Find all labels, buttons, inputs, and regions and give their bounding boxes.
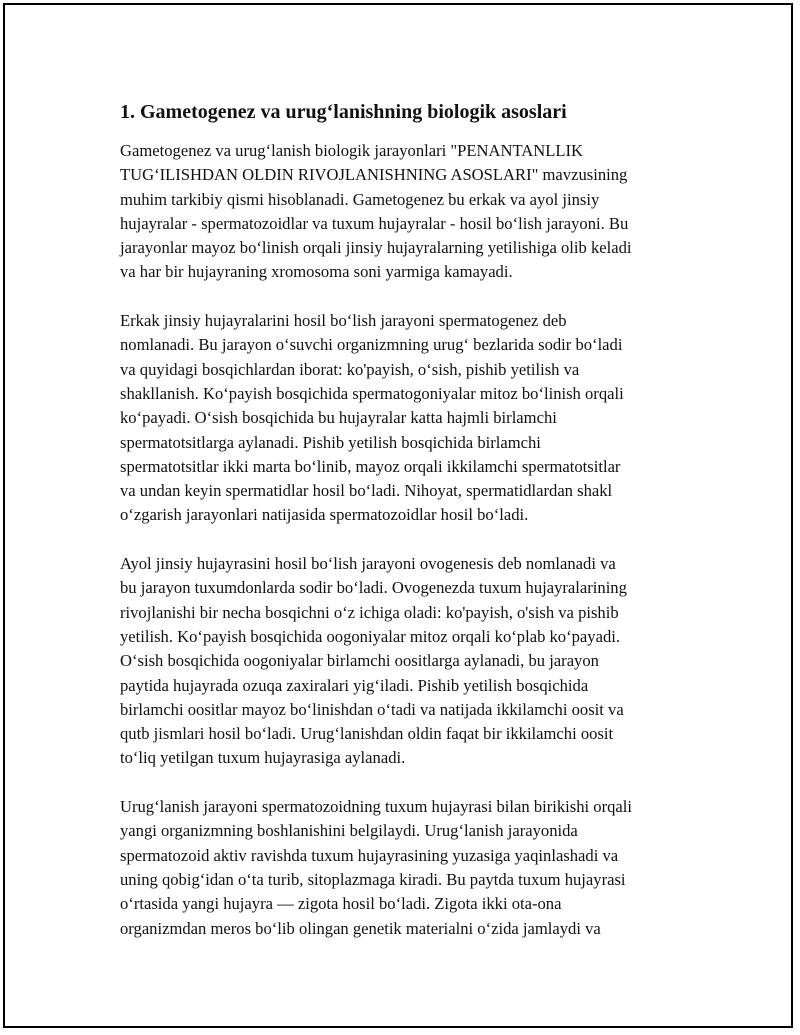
text-line: o‘zgarish jarayonlari natijasida spermatozoidlar hosil bo‘ladi. (120, 505, 529, 525)
page-frame (3, 3, 793, 1028)
document-body (120, 99, 698, 965)
paragraph (120, 552, 698, 771)
text-line: shakllanish. Ko‘payish bosqichida spermatogoniyalar mitoz bo‘linish orqali (120, 383, 624, 403)
text-line: va quyidagi bosqichlardan iborat: ko'payish, o‘sish, pishib yetilish va (120, 359, 580, 379)
text-line: spermatotsitlarga aylanadi. Pishib yetilish bosqichida birlamchi (120, 432, 541, 452)
text-line: ko‘payadi. O‘sish bosqichida bu hujayralar katta hajmli birlamchi (120, 408, 557, 428)
text-line: nomlanadi. Bu jarayon o‘suvchi organizmning urug‘ bezlarida sodir bo‘ladi (120, 335, 623, 355)
text-line: o‘rtasida yangi hujayra — zigota hosil bo‘ladi. Zigota ikki ota-ona (120, 894, 562, 914)
text-line: Urug‘lanish jarayoni spermatozoidning tuxum hujayrasi bilan birikishi orqali (120, 797, 632, 817)
document-title: 1. Gametogenez va urug‘lanishning biologik asoslari (120, 101, 567, 123)
paragraph (120, 795, 698, 941)
paragraph (120, 139, 698, 285)
text-line: TUG‘ILISHDAN OLDIN RIVOJLANISHNING ASOSLARI" mavzusining (120, 165, 628, 185)
text-line: Gametogenez va urug‘lanish biologik jarayonlari "PENANTANLLIK (120, 141, 584, 160)
text-line: rivojlanishi bir necha bosqichni o‘z ichiga oladi: ko'payish, o'sish va pishib (120, 602, 619, 622)
text-line: paytida hujayrada ozuqa zaxiralari yig‘iladi. Pishib yetilish bosqichida (120, 675, 589, 695)
text-line: Erkak jinsiy hujayralarini hosil bo‘lish jarayoni spermatogenez deb (120, 311, 567, 331)
text-line: yangi organizmning boshlanishini belgilaydi. Urug‘lanish jarayonida (120, 821, 578, 841)
text-line: yetilish. Ko‘payish bosqichida oogoniyalar mitoz orqali ko‘plab ko‘payadi. (120, 626, 621, 646)
text-line: spermatotsitlar ikki marta bo‘linib, mayoz orqali ikkilamchi spermatotsitlar (120, 456, 621, 476)
text-line: birlamchi oositlar mayoz bo‘linishdan o‘tadi va natijada ikkilamchi oosit va (120, 699, 624, 719)
text-line: uning qobig‘idan o‘ta turib, sitoplazmaga kiradi. Bu paytda tuxum hujayrasi (120, 869, 626, 889)
text-line: to‘liq yetilgan tuxum hujayrasiga aylanadi. (120, 748, 406, 768)
text-line: organizmdan meros bo‘lib olingan genetik materialni o‘zida jamlaydi va (120, 918, 601, 938)
text-line: O‘sish bosqichida oogoniyalar birlamchi oositlarga aylanadi, bu jarayon (120, 651, 599, 671)
text-line: hujayralar - spermatozoidlar va tuxum hujayralar - hosil bo‘lish jarayoni. Bu (120, 213, 629, 233)
paragraph (120, 309, 698, 528)
text-line: Ayol jinsiy hujayrasini hosil bo‘lish jarayoni ovogenesis deb nomlanadi va (120, 554, 616, 574)
text-line: spermatozoid aktiv ravishda tuxum hujayrasining yuzasiga yaqinlashadi va (120, 845, 619, 865)
text-line: va har bir hujayraning xromosoma soni yarmiga kamayadi. (120, 262, 513, 282)
text-line: bu jarayon tuxumdonlarda sodir bo‘ladi. Ovogenezda tuxum hujayralarining (120, 578, 627, 598)
text-line: va undan keyin spermatidlar hosil bo‘ladi. Nihoyat, spermatidlardan shakl (120, 481, 613, 501)
text-line: qutb jismlari hosil bo‘ladi. Urug‘lanishdan oldin faqat bir ikkilamchi oosit (120, 724, 614, 744)
text-line: muhim tarkibiy qismi hisoblanadi. Gametogenez bu erkak va ayol jinsiy (120, 189, 600, 209)
text-line: jarayonlar mayoz bo‘linish orqali jinsiy hujayralarning yetilishiga olib keladi (120, 238, 632, 258)
